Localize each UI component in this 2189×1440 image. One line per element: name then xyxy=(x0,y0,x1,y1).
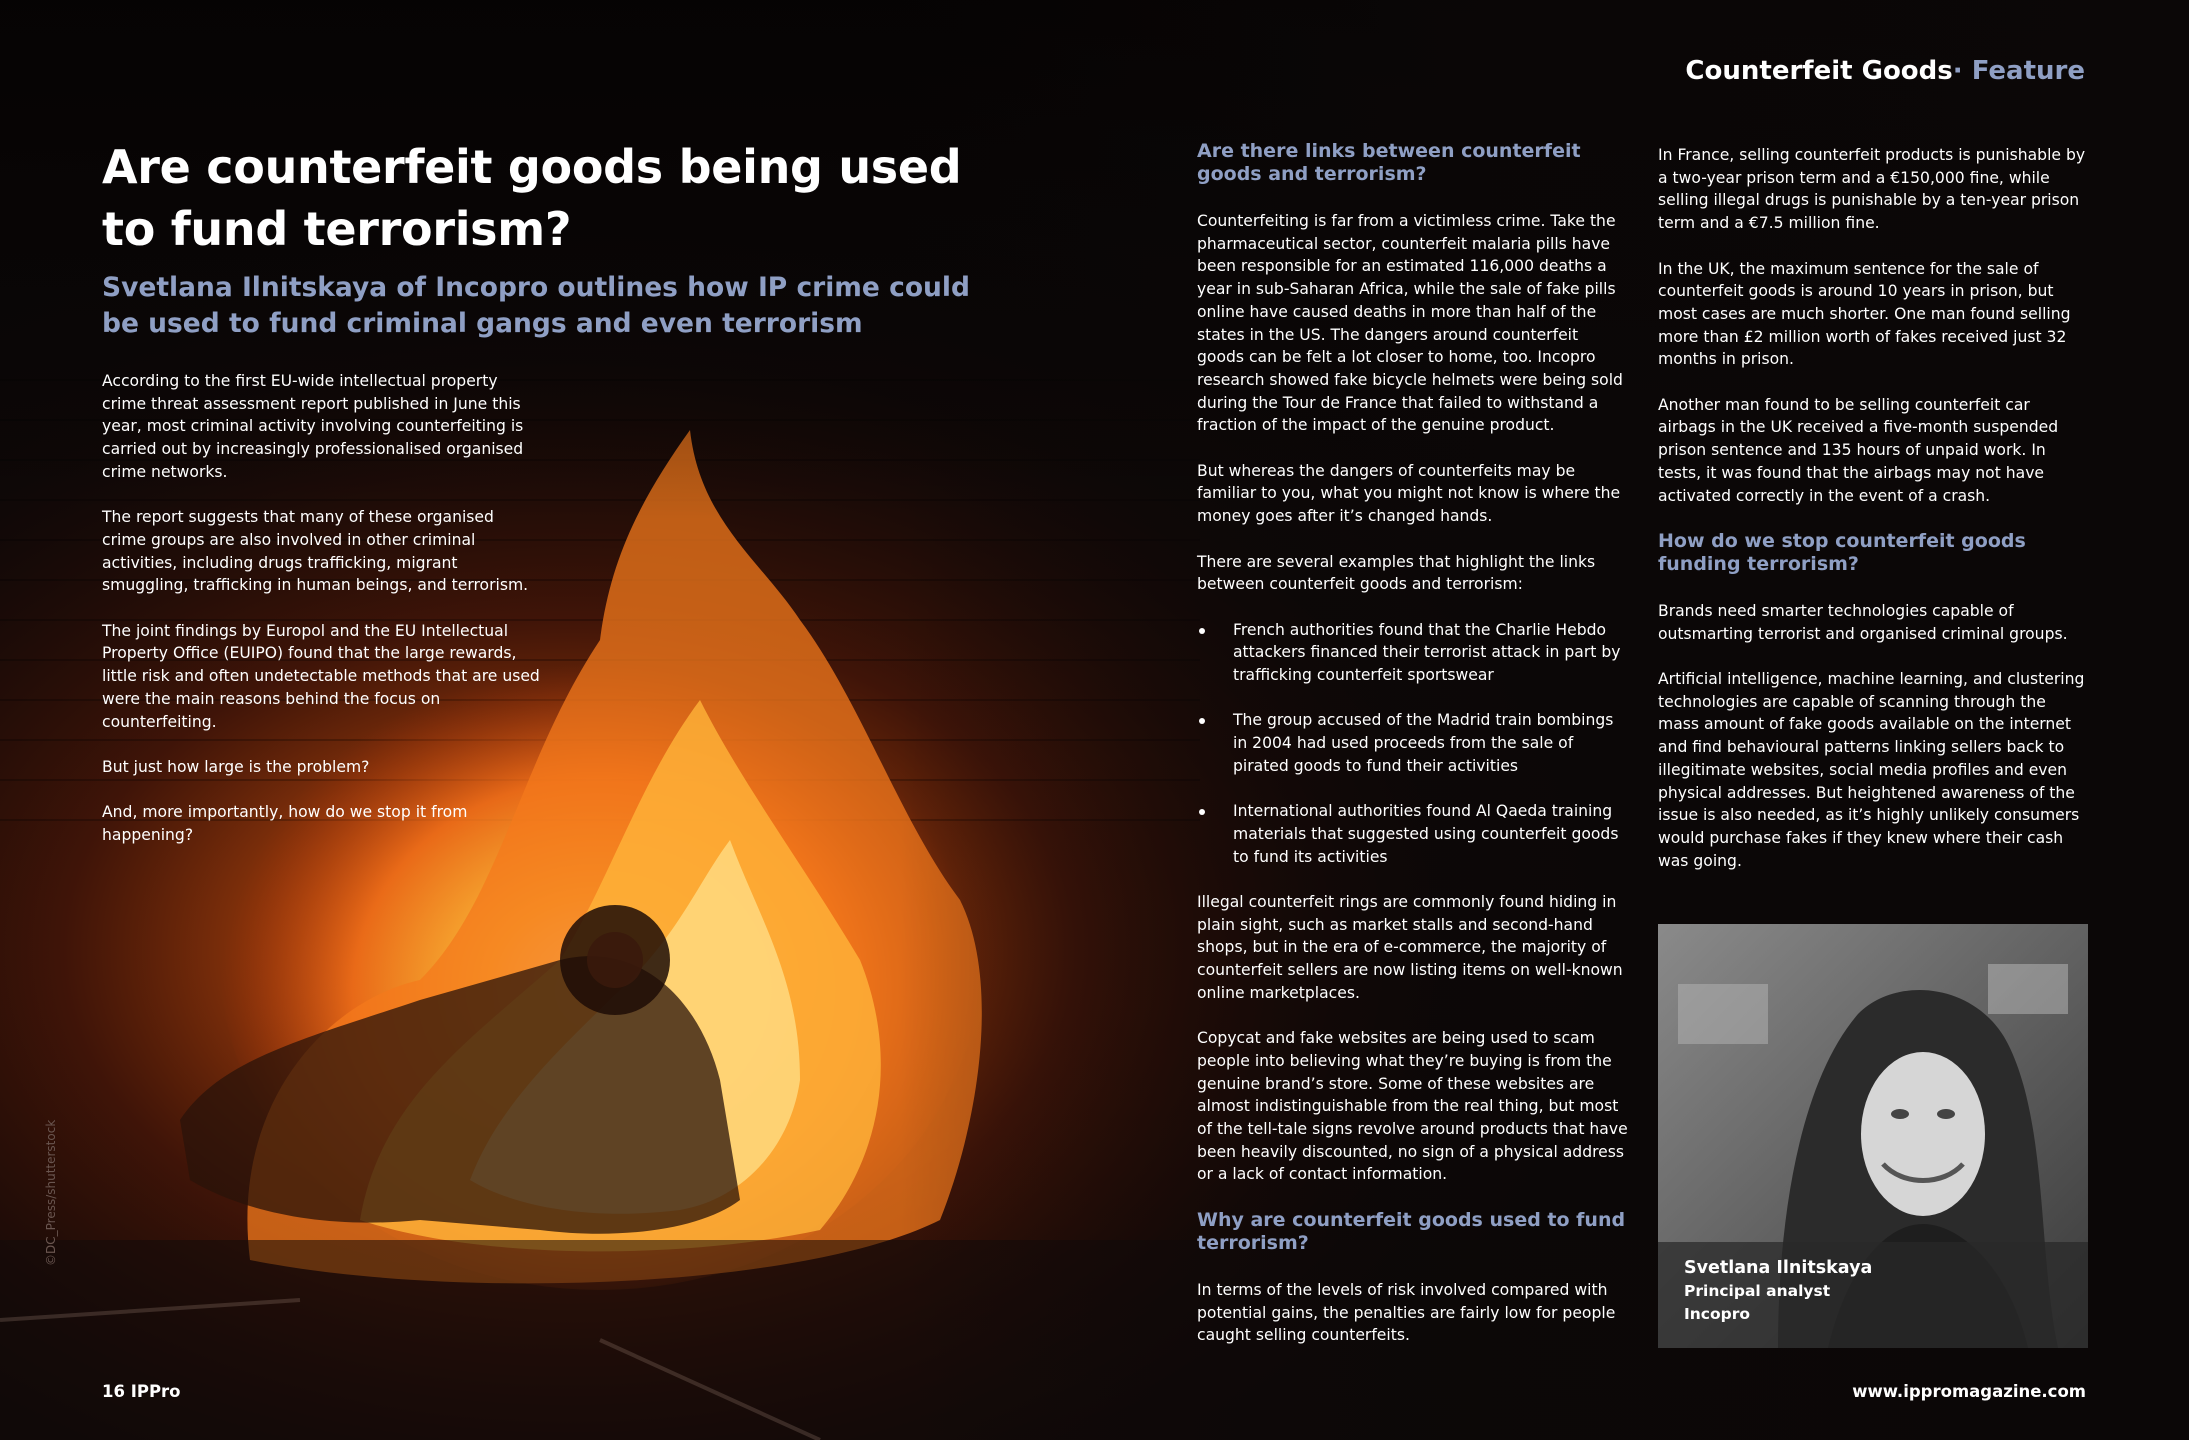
examples-list xyxy=(1197,619,1629,869)
website-link[interactable]: www.ippromagazine.com xyxy=(1852,1382,2086,1401)
body-paragraph: Another man found to be selling counterfeit car airbags in the UK received a five-month suspended prison sentence and 135 hours of unpaid work. In tests, it was found that the airbags may not have activated correctly in the event of a crash. xyxy=(1658,395,2059,505)
intro-paragraph: But just how large is the problem? xyxy=(102,757,370,776)
body-paragraph: But whereas the dangers of counterfeits may be familiar to you, what you might not know is where the money goes after it’s changed hands. xyxy=(1197,461,1621,526)
section-heading: Are there links between counterfeit goods and terrorism? xyxy=(1197,140,1581,185)
body-paragraph: Illegal counterfeit rings are commonly found hiding in plain sight, such as market stalls and second-hand shops, but in the era of e-commerce, the majority of counterfeit sellers are now listing items on well-known online marketplaces. xyxy=(1197,893,1623,1002)
article-standfirst: Svetlana Ilnitskaya of Incopro outlines how IP crime could be used to fund criminal gangs and even terrorism xyxy=(102,272,970,339)
body-paragraph: Copycat and fake websites are being used to scam people into believing what they’re buying is from the genuine brand’s store. Some of these websites are almost indistinguishable from the real thing, but most of the tell-tale signs revolve around products that have been heavily discounted, no sign of a physical address or a lack of contact information. xyxy=(1197,1029,1628,1184)
section-name: Counterfeit Goods xyxy=(1685,56,1953,86)
body-paragraph: There are several examples that highlight the links between counterfeit goods and terrorism: xyxy=(1197,552,1596,594)
intro-paragraph: According to the first EU-wide intellectual property crime threat assessment report published in June this year, most criminal activity involving counterfeiting is carried out by increasingly professionalised organised crime networks. xyxy=(102,372,524,481)
list-item xyxy=(1197,709,1629,777)
author-role: Principal analyst xyxy=(1684,1282,1831,1300)
list-item xyxy=(1197,619,1629,687)
body-paragraph: Counterfeiting is far from a victimless crime. Take the pharmaceutical sector, counterfeit malaria pills have been responsible for an estimated 116,000 deaths a year in sub-Saharan Africa, while the sale of fake pills online have caused deaths in more than half of the states in the US. The dangers around counterfeit goods can be felt a lot closer to home, too. Incopro research showed fake bicycle helmets were being sold during the Tour de France that failed to withstand a fraction of the impact of the genuine product. xyxy=(1197,212,1623,435)
page-folio: 16 IPPro xyxy=(102,1382,181,1401)
bullet-icon xyxy=(1199,718,1205,724)
intro-column xyxy=(102,370,542,869)
author-name: Svetlana Ilnitskaya xyxy=(1684,1258,1873,1278)
body-paragraph: In terms of the levels of risk involved compared with potential gains, the penalties are fairly low for people caught selling counterfeits. xyxy=(1197,1280,1616,1345)
column-three xyxy=(1658,144,2090,895)
body-paragraph: In France, selling counterfeit products is punishable by a two-year prison term and a €150,000 fine, while selling illegal drugs is punishable by a ten-year prison term and a €7.5 million fine. xyxy=(1658,146,2086,233)
author-caption xyxy=(1658,1242,2088,1348)
list-item-text: French authorities found that the Charlie Hebdo attackers financed their terrorist attack in part by trafficking counterfeit sportswear xyxy=(1233,620,1621,685)
section-separator: · xyxy=(1952,56,1963,86)
column-two xyxy=(1197,140,1629,1370)
section-label: Feature xyxy=(1962,56,2085,86)
intro-paragraph: The report suggests that many of these organised crime groups are also involved in other criminal activities, including drugs trafficking, migrant smuggling, trafficking in human beings, and terrorism. xyxy=(102,508,529,595)
body-paragraph: Artificial intelligence, machine learning, and clustering technologies are capable of scanning through the mass amount of fake goods available on the internet and find behavioural patterns linking sellers back to illegitimate websites, social media profiles and even physical addresses. But heightened awareness of the issue is also needed, as it’s highly unlikely consumers would purchase fakes if they knew where their cash was going. xyxy=(1658,670,2085,870)
body-paragraph: Brands need smarter technologies capable of outsmarting terrorist and organised criminal groups. xyxy=(1658,601,2068,643)
intro-paragraph: The joint findings by Europol and the EU Intellectual Property Office (EUIPO) found that the large rewards, little risk and often undetectable methods that are used were the main reasons behind the focus on counterfeiting. xyxy=(102,621,540,731)
author-company: Incopro xyxy=(1684,1305,1751,1323)
section-heading: How do we stop counterfeit goods funding terrorism? xyxy=(1658,529,2026,575)
bullet-icon xyxy=(1199,628,1205,634)
author-portrait xyxy=(1658,924,2088,1348)
bullet-icon xyxy=(1199,809,1205,815)
section-heading: Why are counterfeit goods used to fund terrorism? xyxy=(1197,1208,1626,1254)
list-item-text: International authorities found Al Qaeda training materials that suggested using counterfeit goods to fund its activities xyxy=(1233,802,1619,866)
article-title: Are counterfeit goods being used to fund terrorism? xyxy=(102,140,962,256)
intro-paragraph: And, more importantly, how do we stop it from happening? xyxy=(102,803,468,844)
photo-credit: ©DC_Press/shutterstock xyxy=(44,1119,58,1266)
body-paragraph: In the UK, the maximum sentence for the sale of counterfeit goods is around 10 years in prison, but most cases are much shorter. One man found selling more than £2 million worth of fakes received just 32 months in prison. xyxy=(1658,259,2071,369)
list-item-text: The group accused of the Madrid train bombings in 2004 had used proceeds from the sale of pirated goods to fund their activities xyxy=(1233,711,1614,775)
list-item xyxy=(1197,800,1629,868)
section-header xyxy=(1685,56,2085,86)
